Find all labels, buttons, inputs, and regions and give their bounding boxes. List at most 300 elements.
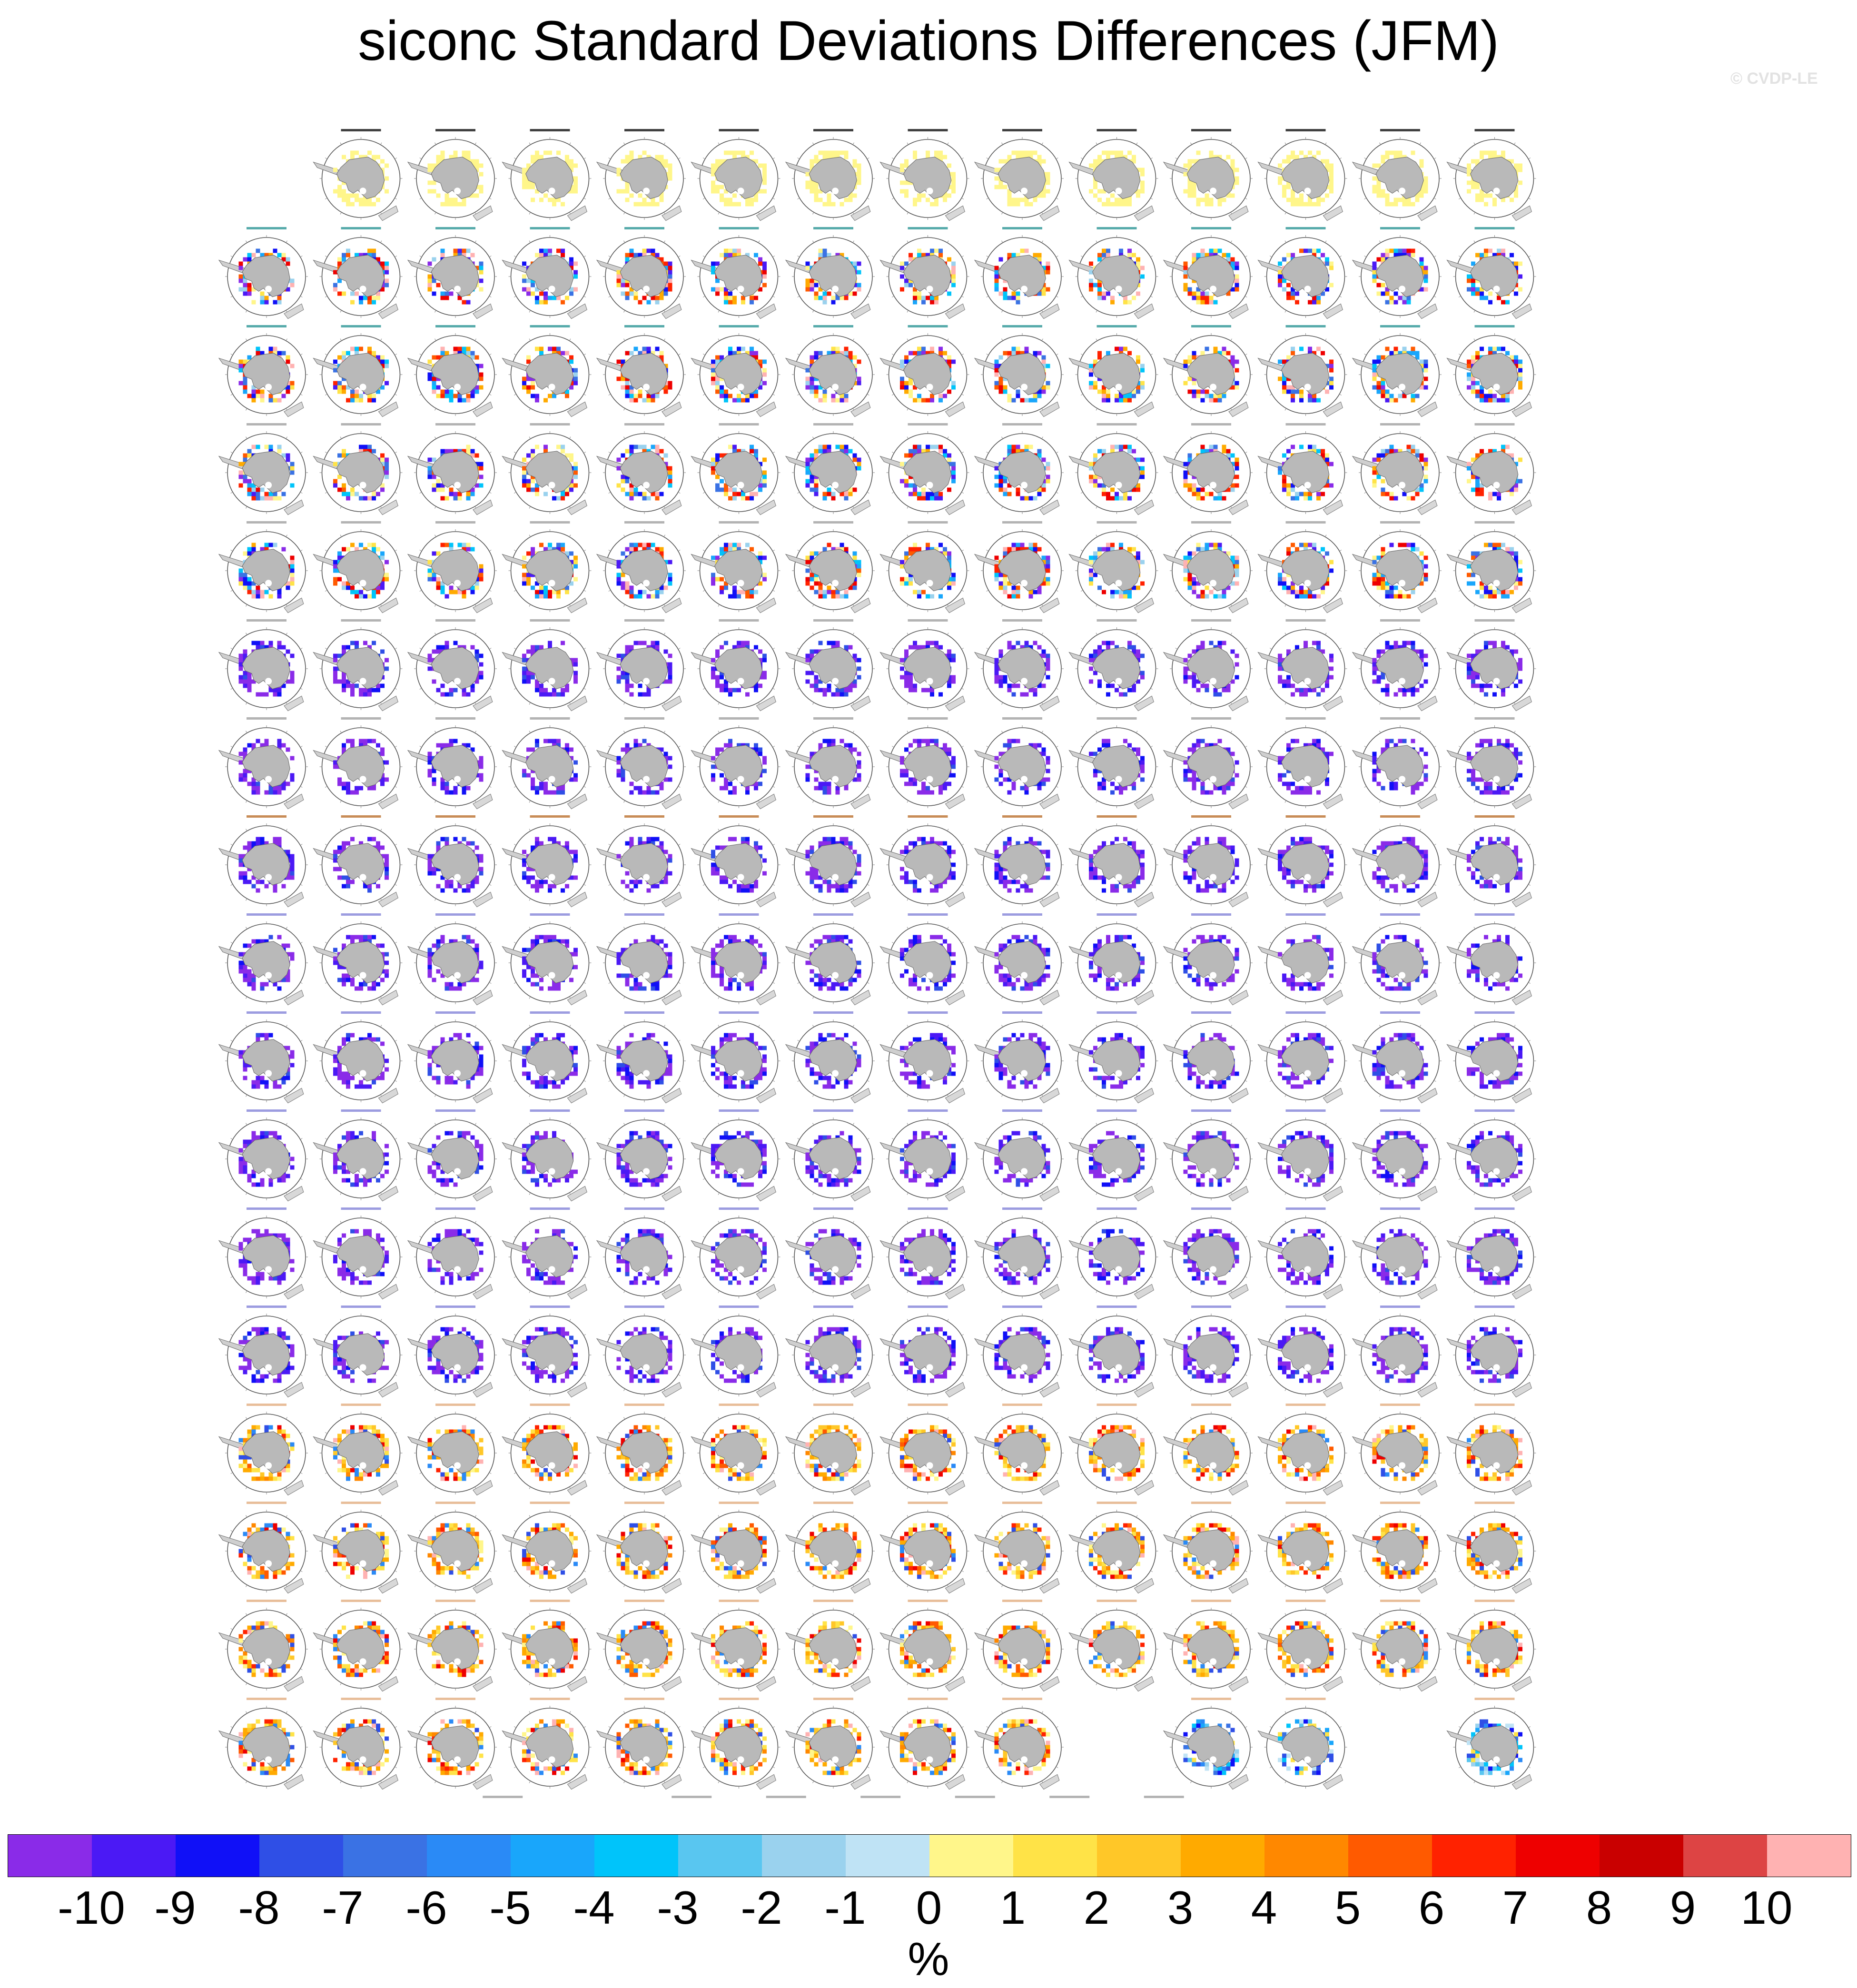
sea-ice-cell — [569, 454, 573, 458]
ice-shelf-gap — [1493, 188, 1500, 194]
sea-ice-cell — [737, 398, 741, 403]
sea-ice-cell — [806, 569, 810, 573]
sea-ice-cell — [1184, 484, 1188, 488]
sea-ice-cell — [921, 347, 926, 351]
sea-ice-cell — [1209, 296, 1214, 300]
sea-ice-cell — [1484, 249, 1488, 253]
sea-ice-cell — [337, 577, 342, 582]
map-tick — [773, 492, 775, 494]
sea-ice-cell — [711, 471, 715, 475]
sea-ice-cell — [265, 492, 269, 496]
map-tick — [1175, 158, 1177, 159]
sea-ice-cell — [1037, 449, 1042, 454]
sea-ice-cell — [260, 594, 265, 599]
sea-ice-cell — [951, 582, 956, 586]
map-tick — [1056, 354, 1058, 356]
map-tick — [1340, 394, 1342, 396]
sea-ice-cell — [479, 386, 484, 390]
sea-ice-cell — [951, 181, 956, 185]
sea-ice-cell — [724, 253, 728, 257]
map-tick — [475, 437, 476, 439]
sea-ice-cell — [1420, 488, 1424, 492]
sea-ice-cell — [539, 594, 543, 599]
sea-ice-cell — [1480, 394, 1484, 398]
sea-ice-cell — [573, 462, 578, 466]
sea-ice-cell — [634, 547, 638, 552]
sea-ice-cell — [630, 253, 634, 257]
sea-ice-cell — [1424, 386, 1428, 390]
sea-ice-cell — [359, 394, 363, 398]
sea-ice-cell — [1424, 287, 1428, 292]
map-tick — [1380, 241, 1381, 243]
map-tick — [1380, 310, 1381, 312]
sea-ice-cell — [1385, 398, 1390, 403]
map-panel — [691, 423, 780, 515]
map-tick — [678, 550, 680, 552]
sea-ice-cell — [831, 202, 836, 207]
map-tick — [1245, 492, 1247, 494]
sea-ice-cell — [367, 202, 372, 207]
sea-ice-cell — [1003, 552, 1008, 556]
sea-ice-cell — [1480, 253, 1484, 257]
sea-ice-cell — [995, 475, 999, 479]
sea-ice-cell — [1480, 347, 1484, 351]
sea-ice-cell — [1184, 479, 1188, 484]
sea-ice-cell — [449, 586, 454, 590]
sea-ice-cell — [938, 347, 943, 351]
sea-ice-cell — [750, 351, 754, 356]
sea-ice-cell — [277, 351, 282, 356]
map-tick — [475, 241, 476, 243]
sea-ice-cell — [1106, 398, 1110, 403]
sea-ice-cell — [239, 484, 243, 488]
sea-ice-cell — [909, 547, 913, 552]
sea-ice-cell — [573, 484, 578, 488]
sea-ice-cell — [1016, 202, 1020, 207]
sea-ice-cell — [728, 296, 732, 300]
sea-ice-cell — [1377, 283, 1381, 287]
sea-ice-cell — [926, 445, 930, 449]
sea-ice-cell — [1514, 292, 1518, 296]
sea-ice-cell — [1140, 185, 1145, 189]
sea-ice-cell — [857, 181, 861, 185]
sea-ice-cell — [543, 586, 548, 590]
sea-ice-cell — [1286, 198, 1291, 202]
map-panel — [503, 227, 592, 319]
sea-ice-cell — [617, 189, 621, 194]
map-tick — [1340, 296, 1342, 297]
sea-ice-cell — [535, 296, 539, 300]
sea-ice-cell — [917, 249, 921, 253]
map-tick — [813, 339, 814, 341]
sea-ice-cell — [1484, 398, 1488, 403]
sea-ice-cell — [999, 257, 1003, 262]
sea-ice-cell — [904, 577, 909, 582]
sea-ice-cell — [1231, 488, 1235, 492]
sea-ice-cell — [951, 270, 956, 275]
sea-ice-cell — [1492, 398, 1497, 403]
sea-ice-cell — [1308, 300, 1312, 305]
map-tick — [286, 535, 287, 537]
sea-ice-cell — [436, 194, 441, 198]
map-tick — [1175, 198, 1177, 199]
sea-ice-cell — [732, 202, 737, 207]
sea-ice-cell — [1381, 449, 1385, 454]
sea-ice-cell — [1012, 543, 1016, 547]
sea-ice-cell — [1411, 151, 1415, 155]
sea-ice-cell — [282, 547, 286, 552]
sea-ice-cell — [526, 356, 531, 360]
sea-ice-cell — [642, 543, 647, 547]
sea-ice-cell — [1424, 475, 1428, 479]
sea-ice-cell — [1097, 155, 1102, 159]
sea-ice-cell — [1016, 445, 1020, 449]
sea-ice-cell — [630, 492, 634, 496]
sea-ice-cell — [1046, 287, 1050, 292]
sea-ice-cell — [951, 471, 956, 475]
sea-ice-cell — [625, 155, 630, 159]
sea-ice-cell — [814, 582, 819, 586]
sea-ice-cell — [1123, 398, 1127, 403]
map-tick — [420, 550, 422, 552]
sea-ice-cell — [1411, 202, 1415, 207]
map-panel — [975, 129, 1064, 221]
map-tick — [962, 394, 964, 396]
map-tick — [609, 394, 611, 396]
sea-ice-cell — [930, 300, 934, 305]
sea-ice-cell — [1373, 373, 1377, 377]
sea-ice-cell — [1127, 351, 1132, 356]
sea-ice-cell — [943, 449, 947, 454]
sea-ice-cell — [458, 398, 462, 403]
sea-ice-cell — [1321, 198, 1325, 202]
sea-ice-cell — [1231, 356, 1235, 360]
sea-ice-cell — [741, 300, 745, 305]
sea-ice-cell — [1377, 257, 1381, 262]
map-tick — [286, 241, 287, 243]
sea-ice-cell — [247, 253, 252, 257]
sea-ice-cell — [1097, 198, 1102, 202]
map-panel — [503, 129, 592, 221]
sea-ice-cell — [1385, 155, 1390, 159]
sea-ice-cell — [651, 543, 655, 547]
map-tick — [1270, 198, 1272, 199]
sea-ice-cell — [655, 253, 660, 257]
sea-ice-cell — [441, 151, 445, 155]
map-tick — [246, 604, 247, 606]
sea-ice-cell — [1140, 181, 1145, 185]
sea-ice-cell — [428, 377, 432, 381]
sea-ice-cell — [436, 479, 441, 484]
sea-ice-cell — [569, 360, 573, 364]
sea-ice-cell — [1518, 381, 1522, 386]
sea-ice-cell — [1381, 155, 1385, 159]
sea-ice-cell — [857, 262, 861, 266]
sea-ice-cell — [934, 496, 938, 501]
sea-ice-cell — [1415, 198, 1420, 202]
map-tick — [395, 394, 397, 396]
panel-title — [1002, 227, 1042, 229]
sea-ice-cell — [1192, 484, 1196, 488]
sea-ice-cell — [1321, 492, 1325, 496]
sea-ice-cell — [1214, 398, 1218, 403]
panel-title — [435, 129, 475, 131]
sea-ice-cell — [951, 172, 956, 177]
sea-ice-cell — [810, 479, 814, 484]
sea-ice-cell — [1411, 253, 1415, 257]
sea-ice-cell — [732, 249, 737, 253]
map-tick — [1474, 241, 1475, 243]
sea-ice-cell — [823, 398, 827, 403]
sea-ice-cell — [1110, 202, 1115, 207]
sea-ice-cell — [239, 275, 243, 279]
sea-ice-cell — [1184, 360, 1188, 364]
sea-ice-cell — [466, 394, 471, 398]
map-panel — [880, 129, 969, 221]
sea-ice-cell — [1235, 275, 1239, 279]
map-tick — [813, 143, 814, 145]
map-tick — [987, 198, 988, 199]
sea-ice-cell — [1480, 194, 1484, 198]
sea-ice-cell — [1480, 449, 1484, 454]
map-tick — [514, 452, 516, 454]
sea-ice-cell — [1196, 496, 1201, 501]
sea-ice-cell — [441, 249, 445, 253]
sea-ice-cell — [630, 194, 634, 198]
map-tick — [1529, 296, 1531, 297]
map-tick — [1191, 241, 1192, 243]
sea-ice-cell — [814, 351, 819, 356]
sea-ice-cell — [277, 445, 282, 449]
sea-ice-cell — [1003, 159, 1008, 164]
sea-ice-cell — [1214, 300, 1218, 305]
sea-ice-cell — [1196, 151, 1201, 155]
sea-ice-cell — [1398, 249, 1403, 253]
sea-ice-cell — [346, 198, 350, 202]
sea-ice-cell — [1235, 462, 1239, 466]
sea-ice-cell — [1020, 249, 1025, 253]
sea-ice-cell — [1278, 262, 1282, 266]
map-tick — [300, 452, 302, 454]
map-tick — [703, 452, 705, 454]
sea-ice-cell — [1093, 454, 1097, 458]
sea-ice-cell — [849, 449, 853, 454]
sea-ice-cell — [290, 573, 295, 577]
map-tick — [773, 354, 775, 356]
map-tick — [1151, 198, 1153, 199]
sea-ice-cell — [1042, 488, 1046, 492]
map-tick — [813, 535, 814, 537]
sea-ice-cell — [647, 496, 651, 501]
sea-ice-cell — [1046, 475, 1050, 479]
map-tick — [703, 550, 705, 552]
sea-ice-cell — [947, 356, 951, 360]
sea-ice-cell — [526, 488, 531, 492]
sea-ice-cell — [934, 151, 938, 155]
sea-ice-cell — [1385, 347, 1390, 351]
sea-ice-cell — [363, 496, 367, 501]
sea-ice-cell — [1003, 479, 1008, 484]
sea-ice-cell — [917, 351, 921, 356]
sea-ice-cell — [1286, 386, 1291, 390]
sea-ice-cell — [282, 492, 286, 496]
map-tick — [300, 256, 302, 257]
sea-ice-cell — [1184, 287, 1188, 292]
sea-ice-cell — [853, 164, 857, 168]
sea-ice-cell — [732, 296, 737, 300]
sea-ice-cell — [1424, 377, 1428, 381]
sea-ice-cell — [350, 398, 355, 403]
sea-ice-cell — [1016, 300, 1020, 305]
sea-ice-cell — [1097, 189, 1102, 194]
sea-ice-cell — [1312, 249, 1316, 253]
map-panel — [975, 325, 1064, 417]
sea-ice-cell — [441, 590, 445, 594]
sea-ice-cell — [243, 287, 247, 292]
ice-shelf-gap — [832, 482, 839, 488]
sea-ice-cell — [1484, 151, 1488, 155]
map-tick — [718, 143, 720, 145]
sea-ice-cell — [1385, 394, 1390, 398]
sea-ice-cell — [660, 296, 664, 300]
sea-ice-cell — [1089, 462, 1093, 466]
sea-ice-cell — [1046, 386, 1050, 390]
sea-ice-cell — [1127, 449, 1132, 454]
map-tick — [489, 590, 491, 592]
map-tick — [1096, 408, 1097, 410]
sea-ice-cell — [745, 496, 750, 501]
sea-ice-cell — [728, 151, 732, 155]
map-tick — [1042, 437, 1043, 439]
sea-ice-cell — [1235, 466, 1239, 471]
sea-ice-cell — [252, 394, 256, 398]
sea-ice-cell — [1424, 479, 1428, 484]
sea-ice-cell — [479, 262, 484, 266]
map-tick — [1364, 158, 1366, 159]
map-tick — [948, 143, 949, 145]
sea-ice-cell — [732, 590, 737, 594]
map-tick — [514, 198, 516, 199]
map-tick — [231, 256, 233, 257]
panel-title — [719, 129, 759, 131]
sea-ice-cell — [655, 445, 660, 449]
map-tick — [718, 535, 720, 537]
sea-ice-cell — [432, 552, 436, 556]
sea-ice-cell — [1110, 194, 1115, 198]
sea-ice-cell — [269, 347, 273, 351]
sea-ice-cell — [715, 356, 720, 360]
sea-ice-cell — [573, 189, 578, 194]
sea-ice-cell — [660, 590, 664, 594]
map-tick — [624, 604, 625, 606]
sea-ice-cell — [938, 155, 943, 159]
sea-ice-cell — [1505, 398, 1510, 403]
map-tick — [1364, 256, 1366, 257]
panel-title — [719, 423, 759, 425]
sea-ice-cell — [1205, 300, 1209, 305]
sea-ice-cell — [454, 496, 458, 501]
sea-ice-cell — [376, 547, 380, 552]
sea-ice-cell — [1012, 398, 1016, 403]
map-tick — [718, 437, 720, 439]
sea-ice-cell — [1102, 449, 1106, 454]
map-tick — [420, 296, 422, 297]
sea-ice-cell — [526, 292, 531, 296]
sea-ice-cell — [1403, 300, 1407, 305]
sea-ice-cell — [951, 479, 956, 484]
sea-ice-cell — [758, 360, 762, 364]
map-tick — [435, 310, 436, 312]
sea-ice-cell — [1033, 151, 1037, 155]
map-tick — [340, 535, 342, 537]
sea-ice-cell — [573, 164, 578, 168]
map-tick — [1002, 339, 1003, 341]
sea-ice-cell — [569, 164, 573, 168]
sea-ice-cell — [913, 449, 917, 454]
sea-ice-cell — [337, 381, 342, 386]
sea-ice-cell — [1222, 351, 1226, 356]
sea-ice-cell — [625, 198, 630, 202]
sea-ice-cell — [260, 390, 265, 394]
sea-ice-cell — [1127, 151, 1132, 155]
sea-ice-cell — [243, 454, 247, 458]
sea-ice-cell — [1025, 151, 1029, 155]
sea-ice-cell — [844, 445, 849, 449]
sea-ice-cell — [951, 275, 956, 279]
sea-ice-cell — [651, 594, 655, 599]
sea-ice-cell — [999, 390, 1003, 394]
sea-ice-cell — [1373, 360, 1377, 364]
sea-ice-cell — [479, 569, 484, 573]
sea-ice-cell — [346, 496, 350, 501]
sea-ice-cell — [951, 360, 956, 364]
sea-ice-cell — [475, 586, 479, 590]
sea-ice-cell — [286, 356, 290, 360]
sea-ice-cell — [479, 172, 484, 177]
sea-ice-cell — [1188, 454, 1192, 458]
sea-ice-cell — [1226, 351, 1231, 356]
map-tick — [1191, 143, 1192, 145]
sea-ice-cell — [1188, 484, 1192, 488]
sea-ice-cell — [432, 356, 436, 360]
sea-ice-cell — [900, 360, 904, 364]
sea-ice-cell — [1127, 496, 1132, 501]
sea-ice-cell — [728, 300, 732, 305]
sea-ice-cell — [655, 590, 660, 594]
sea-ice-cell — [1518, 275, 1522, 279]
sea-ice-cell — [638, 594, 642, 599]
sea-ice-cell — [1381, 253, 1385, 257]
sea-ice-cell — [441, 155, 445, 159]
sea-ice-cell — [951, 279, 956, 283]
sea-ice-cell — [449, 543, 454, 547]
sea-ice-cell — [754, 590, 758, 594]
sea-ice-cell — [1304, 492, 1308, 496]
sea-ice-cell — [342, 257, 346, 262]
map-tick — [1270, 158, 1272, 159]
sea-ice-cell — [1016, 488, 1020, 492]
map-tick — [773, 550, 775, 552]
sea-ice-cell — [762, 177, 767, 181]
sea-ice-cell — [1377, 189, 1381, 194]
sea-ice-cell — [1235, 386, 1239, 390]
sea-ice-cell — [715, 390, 720, 394]
sea-ice-cell — [1192, 296, 1196, 300]
sea-ice-cell — [1110, 496, 1115, 501]
sea-ice-cell — [625, 296, 630, 300]
map-tick — [231, 452, 233, 454]
map-tick — [703, 198, 705, 199]
